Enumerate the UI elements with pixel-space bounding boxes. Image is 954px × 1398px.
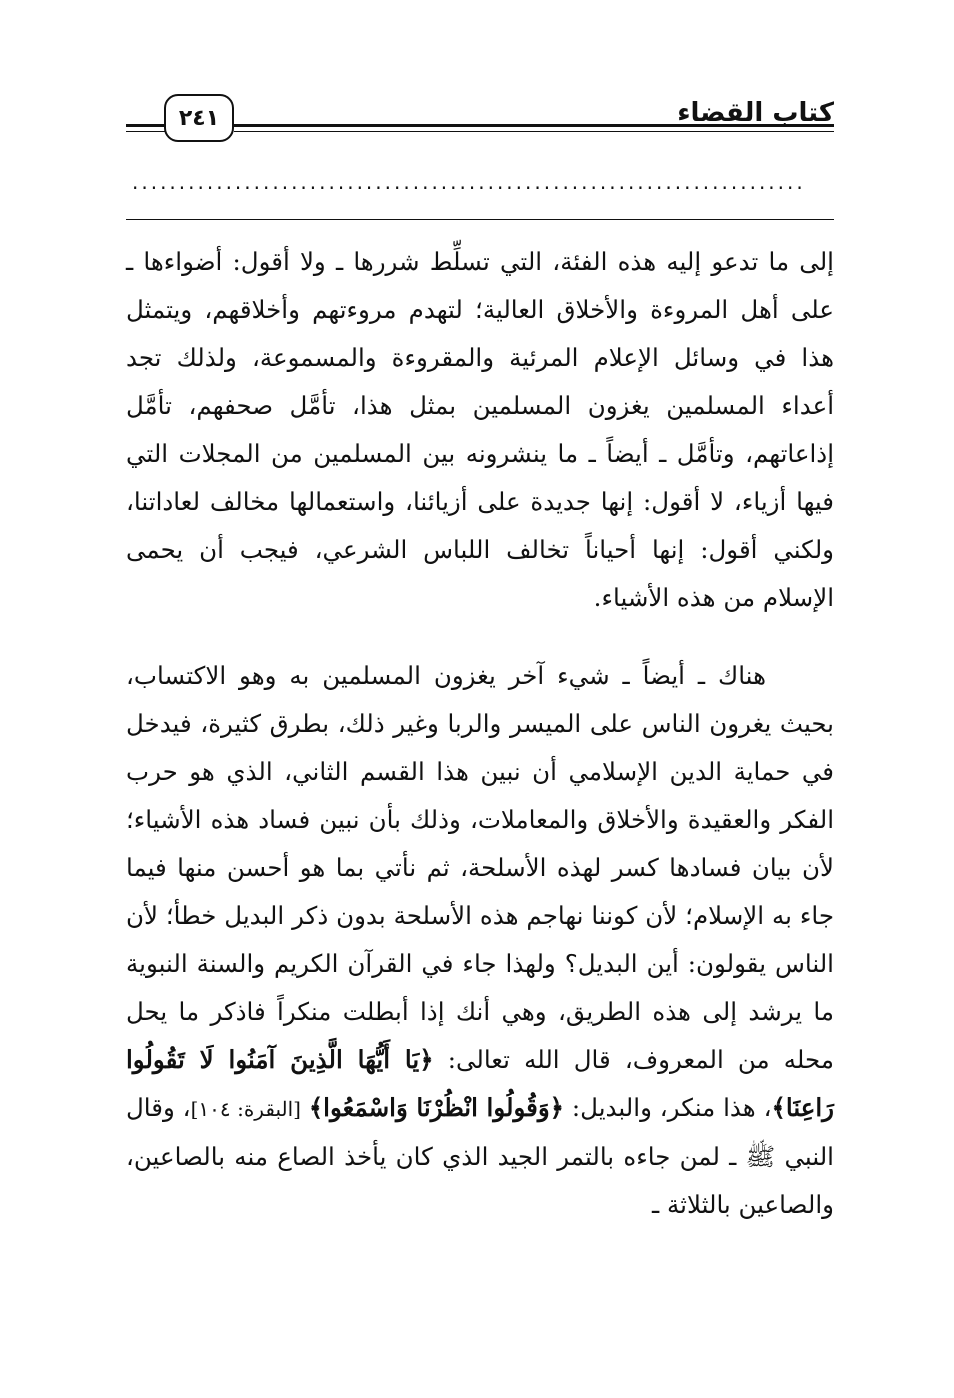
paragraph-2-part-3: ، وقال النبي ﷺ ـ لمن جاءه بالتمر الجيد الذي كان يأخذ الصاع منه بالصاعين، والصاعين بالثلاثة ـ [126, 1093, 834, 1219]
quran-verse-1: ﴿يَا أَيُّهَا الَّذِينَ آمَنُوا لَا تَقُولُوا رَاعِنَا﴾ [126, 1045, 834, 1122]
quran-verse-2: ﴿وَقُولُوا انْظُرْنَا وَاسْمَعُوا﴾ [308, 1093, 565, 1122]
paragraph-1: إلى ما تدعو إليه هذه الفئة، التي تسلِّط شررها ـ ولا أقول: أضواءها ـ على أهل المروءة والأخلاق العالية؛ لتهدم مروءتهم وأخلاقهم، ويتمثل هذا في وسائل الإعلام المرئية والمقروءة والمسموعة، ولذلك تجد أعداء المسلمين يغزون المسلمين بمثل هذا، تأمَّل صحفهم، تأمَّل إذاعاتهم، وتأمَّل ـ أيضاً ـ ما ينشرونه بين المسلمين من المجلات التي فيها أزياء، لا أقول: إنها جديدة على أزيائنا، واستعمالها مخالف لعاداتنا، ولكني أقول: إنها أحياناً تخالف اللباس الشرعي، فيجب أن يحمى الإسلام من هذه الأشياء. [126, 247, 834, 612]
body-text [126, 238, 834, 1229]
verse-reference: [البقرة: ١٠٤] [190, 1097, 301, 1121]
header-rule-right-thick [234, 124, 834, 127]
paragraph-2-part-1: هناك ـ أيضاً ـ شيء آخر يغزون المسلمين به وهو الاكتساب، بحيث يغرون الناس على الميسر والربا وغير ذلك، بطرق كثيرة، فيدخل في حماية الدين الإسلامي أن نبين هذا القسم الثاني، الذي هو حرب الفكر والعقيدة والأخلاق والمعاملات، وذلك بأن نبين فساد هذه الأشياء؛ لأن بيان فسادها كسر لهذه الأسلحة، ثم نأتي بما هو أحسن منها فيما جاء به الإسلام؛ لأن كوننا نهاجم هذه الأسلحة بدون ذكر البديل خطأ؛ لأن الناس يقولون: أين البديل؟ ولهذا جاء في القرآن الكريم والسنة النبوية ما يرشد إلى هذه الطريق، وهي أنك إذا أبطلت منكراً فاذكر ما يحل محله من المعروف، قال الله تعالى: [126, 661, 834, 1074]
header-rule-right-thin [234, 131, 834, 132]
paragraph-2-part-2: ، هذا منكر، والبديل: [571, 1093, 772, 1122]
header-rule-left-thick [126, 124, 166, 127]
page-header [126, 88, 834, 148]
footnote-dots: ........................................................................ [132, 170, 806, 190]
page-number: ٢٤١ [164, 94, 234, 142]
separator-line [126, 219, 834, 220]
paragraph-2 [126, 652, 834, 1229]
book-title: كتاب القضاء [677, 98, 834, 128]
header-rule-left-thin [126, 131, 166, 132]
